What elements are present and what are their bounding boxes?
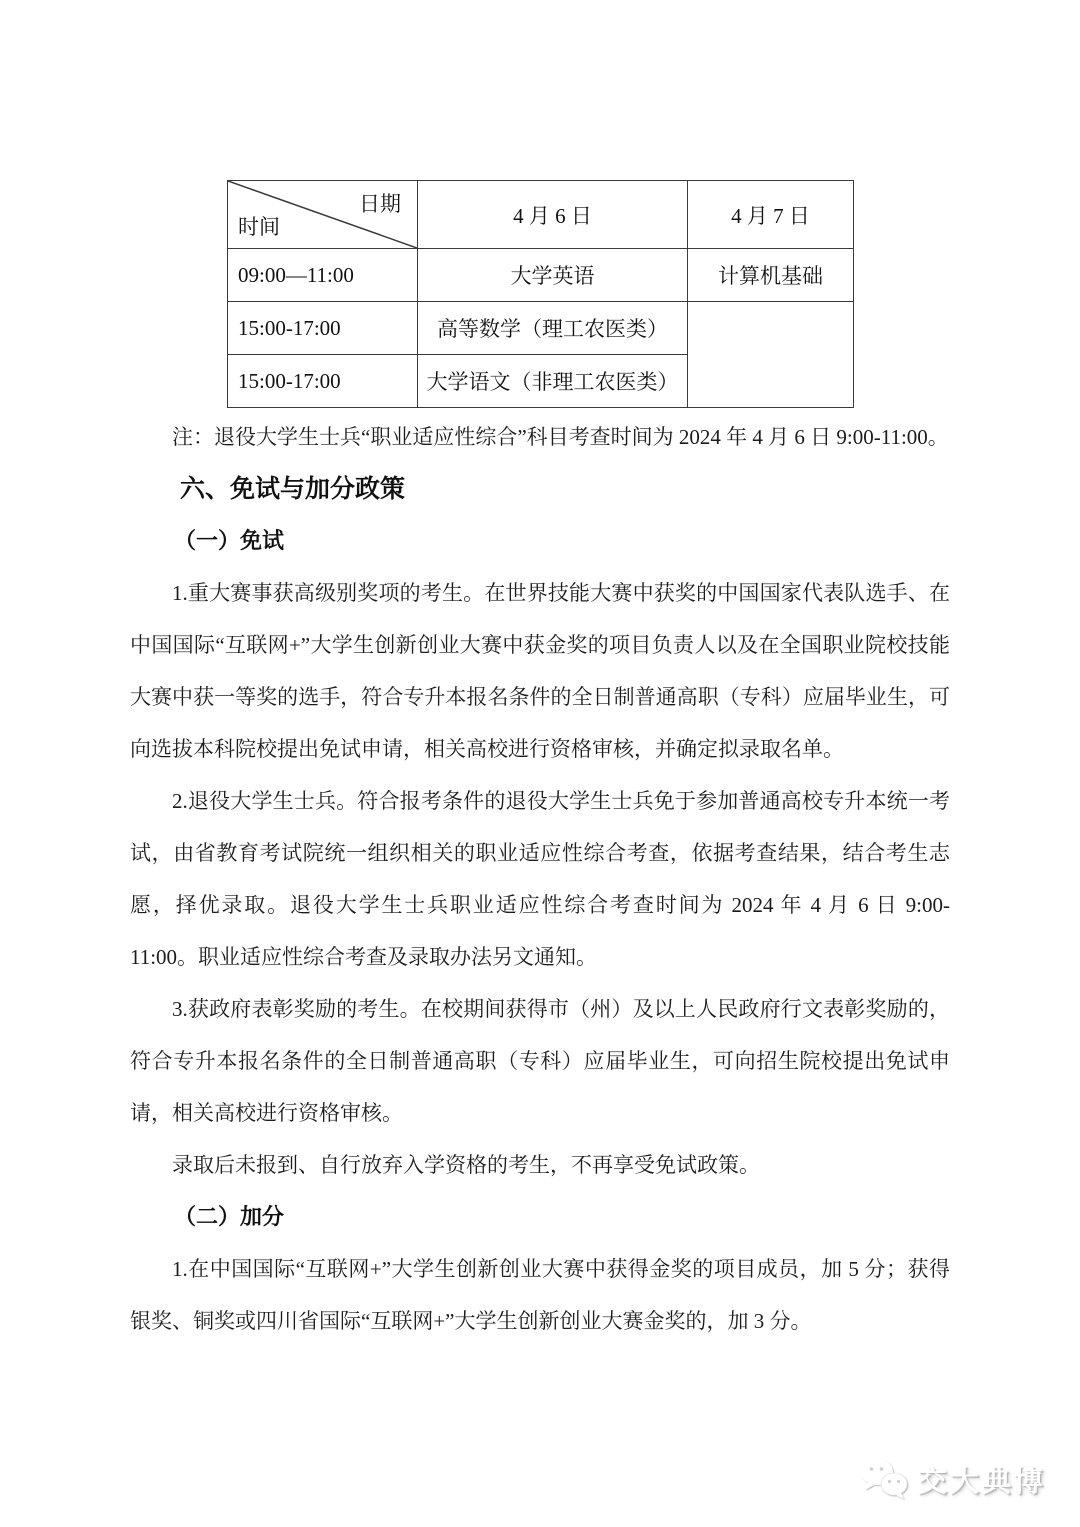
paragraph-exemption-2: 2.退役大学生士兵。符合报考条件的退役大学生士兵免于参加普通高校专升本统一考试，由省教育考试院统一组织相关的职业适应性综合考查，依据考查结果，结合考生志愿，择优录取。退役大学生士兵职业适应性综合考查时间为 2024 年 4 月 6 日 9:00-11:00。职业适应性综合考查及录取办法另文通知。 (130, 789, 950, 969)
table-row (228, 302, 854, 355)
exam-schedule-table (227, 180, 854, 408)
header-april-7: 4 月 7 日 (688, 181, 854, 249)
subsection-exemption: （一）免试 (174, 528, 285, 553)
cell-time-morning: 09:00—11:00 (228, 249, 418, 302)
paragraph-exemption-forfeit: 录取后未报到、自行放弃入学资格的考生，不再享受免试政策。 (172, 1153, 760, 1177)
paragraph-exemption-3: 3.获政府表彰奖励的考生。在校期间获得市（州）及以上人民政府行文表彰奖励的，符合专升本报名条件的全日制普通高职（专科）应届毕业生，可向招生院校提出免试申请，相关高校进行资格审核。 (130, 997, 950, 1125)
paragraph-exemption-1: 1.重大赛事获高级别奖项的考生。在世界技能大赛中获奖的中国国家代表队选手、在中国国际“互联网+”大学生创新创业大赛中获金奖的项目负责人以及在全国职业院校技能大赛中获一等奖的选手，符合专升本报名条件的全日制普通高职（专科）应届毕业生，可向选拔本科院校提出免试申请，相关高校进行资格审核，并确定拟录取名单。 (130, 581, 950, 761)
watermark-brand-text: 交大典博 (917, 1465, 1046, 1498)
document-body (130, 411, 950, 1347)
table-row (228, 249, 854, 302)
cell-subject-english: 大学英语 (418, 249, 688, 302)
subsection-bonus-points: （二）加分 (174, 1204, 285, 1229)
paragraph-bonus-1: 1.在中国国际“互联网+”大学生创新创业大赛中获得金奖的项目成员，加 5 分；获得银奖、铜奖或四川省国际“互联网+”大学生创新创业大赛金奖的，加 3 分。 (130, 1257, 950, 1333)
cell-subject-math: 高等数学（理工农医类） (418, 302, 688, 355)
header-date-label: 日期 (359, 192, 401, 216)
wechat-icon (858, 1457, 910, 1501)
cell-subject-chinese: 大学语文（非理工农医类） (418, 355, 688, 408)
table-header-row (228, 181, 854, 249)
header-time-label: 时间 (238, 215, 280, 239)
section-title: 六、免试与加分政策 (180, 475, 406, 503)
cell-time-afternoon-1: 15:00-17:00 (228, 302, 418, 355)
wechat-watermark (858, 1457, 1046, 1501)
cell-empty-merged (688, 302, 854, 408)
diagonal-header-cell (228, 181, 418, 249)
header-april-6: 4 月 6 日 (418, 181, 688, 249)
table-note: 注：退役大学生士兵“职业适应性综合”科目考查时间为 2024 年 4 月 6 日 9:00-11:00。 (172, 425, 949, 449)
cell-time-afternoon-2: 15:00-17:00 (228, 355, 418, 408)
cell-subject-computer: 计算机基础 (688, 249, 854, 302)
